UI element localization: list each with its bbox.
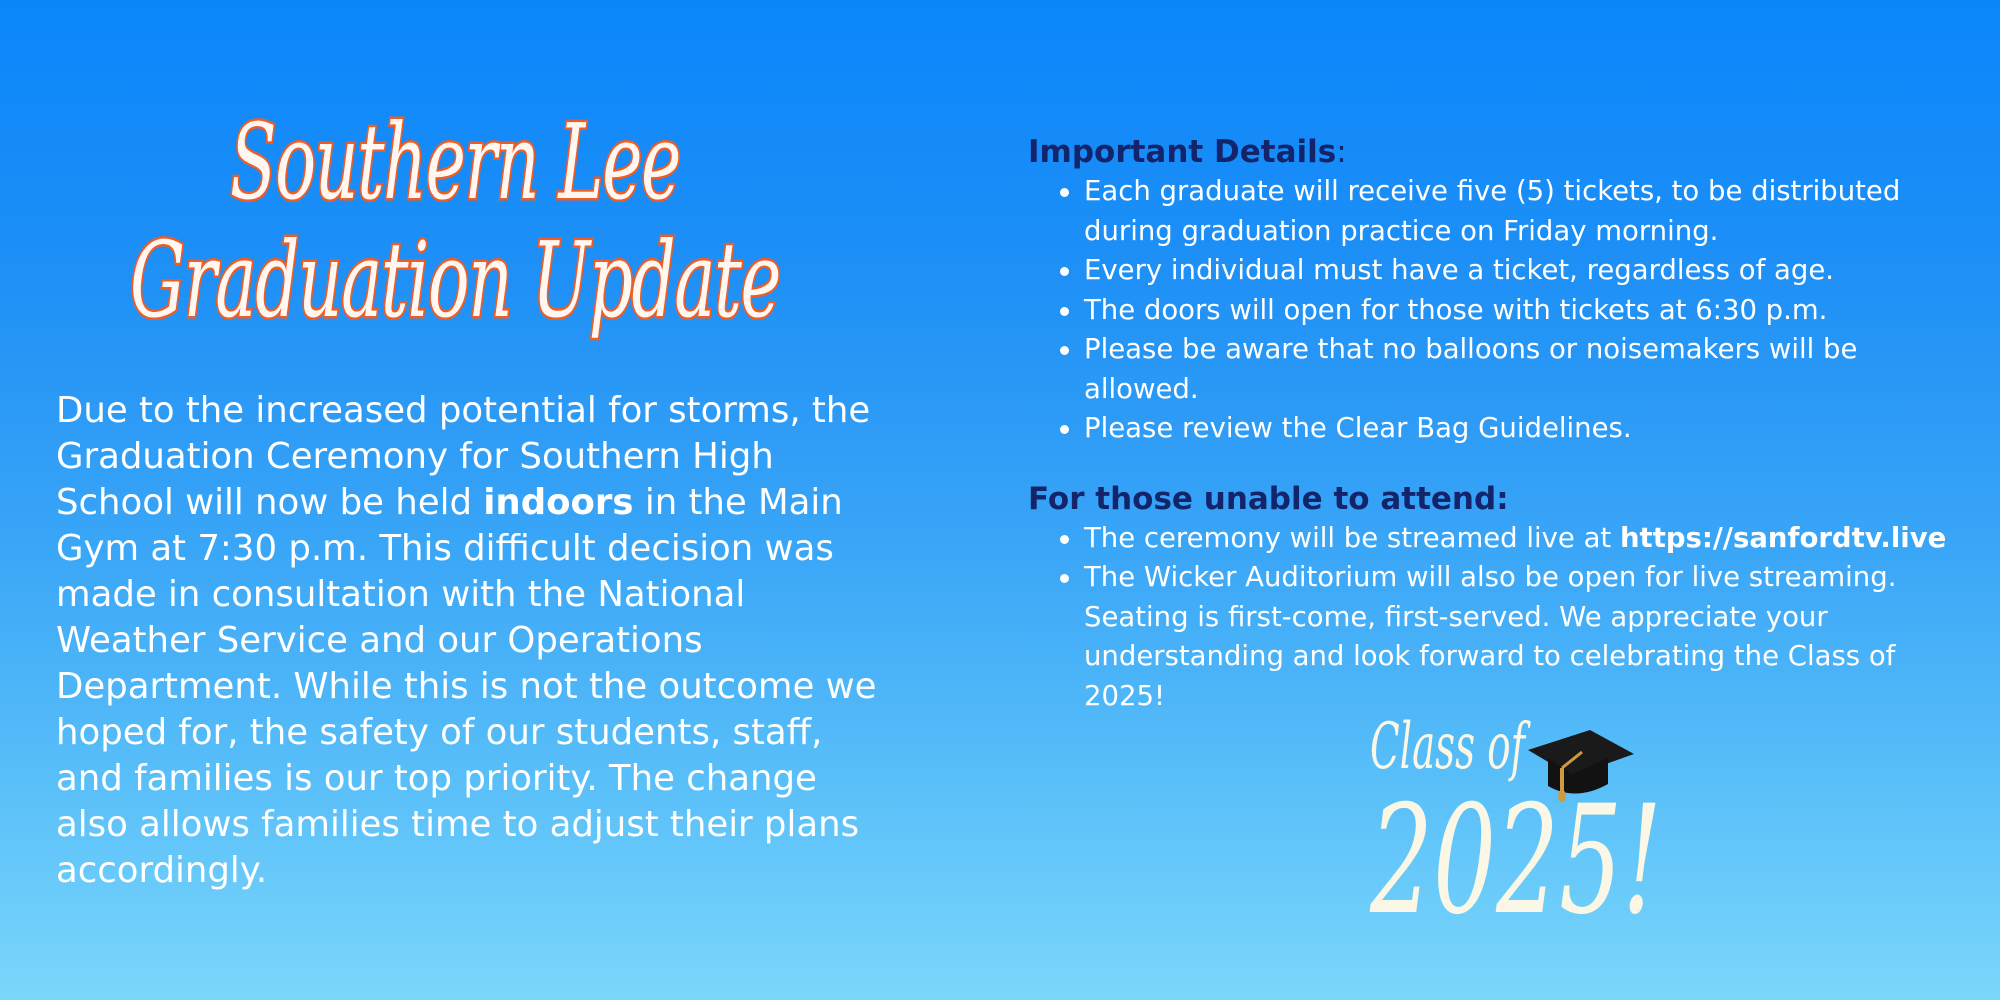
title-line-update: Graduation Update bbox=[130, 219, 780, 341]
list-item: Please review the Clear Bag Guidelines. bbox=[1028, 409, 1968, 449]
list-item: Please be aware that no balloons or noisemakers will be allowed. bbox=[1028, 330, 1968, 409]
details-panel bbox=[1028, 132, 1968, 716]
class-of-text: Class of bbox=[1370, 710, 1532, 784]
announcement-part2: in the Main Gym at 7:30 p.m. This difficult decision was made in consultation with the National Weather Service and our Operations Department. While this is not the outcome we hoped for, the safety of our students, staff, and families is our top priority. The change also allows families time to adjust their plans accordingly. bbox=[56, 482, 877, 891]
title-lettering bbox=[100, 80, 820, 380]
unable-to-attend-list bbox=[1028, 519, 1968, 717]
list-item: The doors will open for those with tickets at 6:30 p.m. bbox=[1028, 291, 1968, 331]
class-of-2025-badge bbox=[1350, 690, 1680, 948]
stream-link[interactable]: https://sanfordtv.live bbox=[1619, 521, 1947, 554]
announcement-text bbox=[56, 388, 896, 894]
list-item bbox=[1028, 519, 1968, 559]
important-details-list bbox=[1028, 172, 1968, 449]
list-item: The Wicker Auditorium will also be open for live streaming. Seating is first-come, first-served. We appreciate your understanding and look forward to celebrating the Class of 2025! bbox=[1028, 558, 1968, 716]
class-year-text: 2025! bbox=[1369, 774, 1662, 948]
unable-to-attend-heading: For those unable to attend: bbox=[1028, 480, 1509, 517]
list-item: Each graduate will receive five (5) tickets, to be distributed during graduation practice on Friday morning. bbox=[1028, 172, 1968, 251]
list-item: Every individual must have a ticket, regardless of age. bbox=[1028, 251, 1968, 291]
important-details-heading: Important Details: bbox=[1028, 134, 1347, 170]
announcement-part1: Due to the increased potential for storms, the Graduation Ceremony for Southern High School will now be held bbox=[56, 390, 871, 523]
stream-text: The ceremony will be streamed live at bbox=[1084, 521, 1620, 554]
title-line-school: Southern Lee bbox=[230, 101, 680, 223]
announcement-emphasis: indoors bbox=[483, 482, 634, 523]
